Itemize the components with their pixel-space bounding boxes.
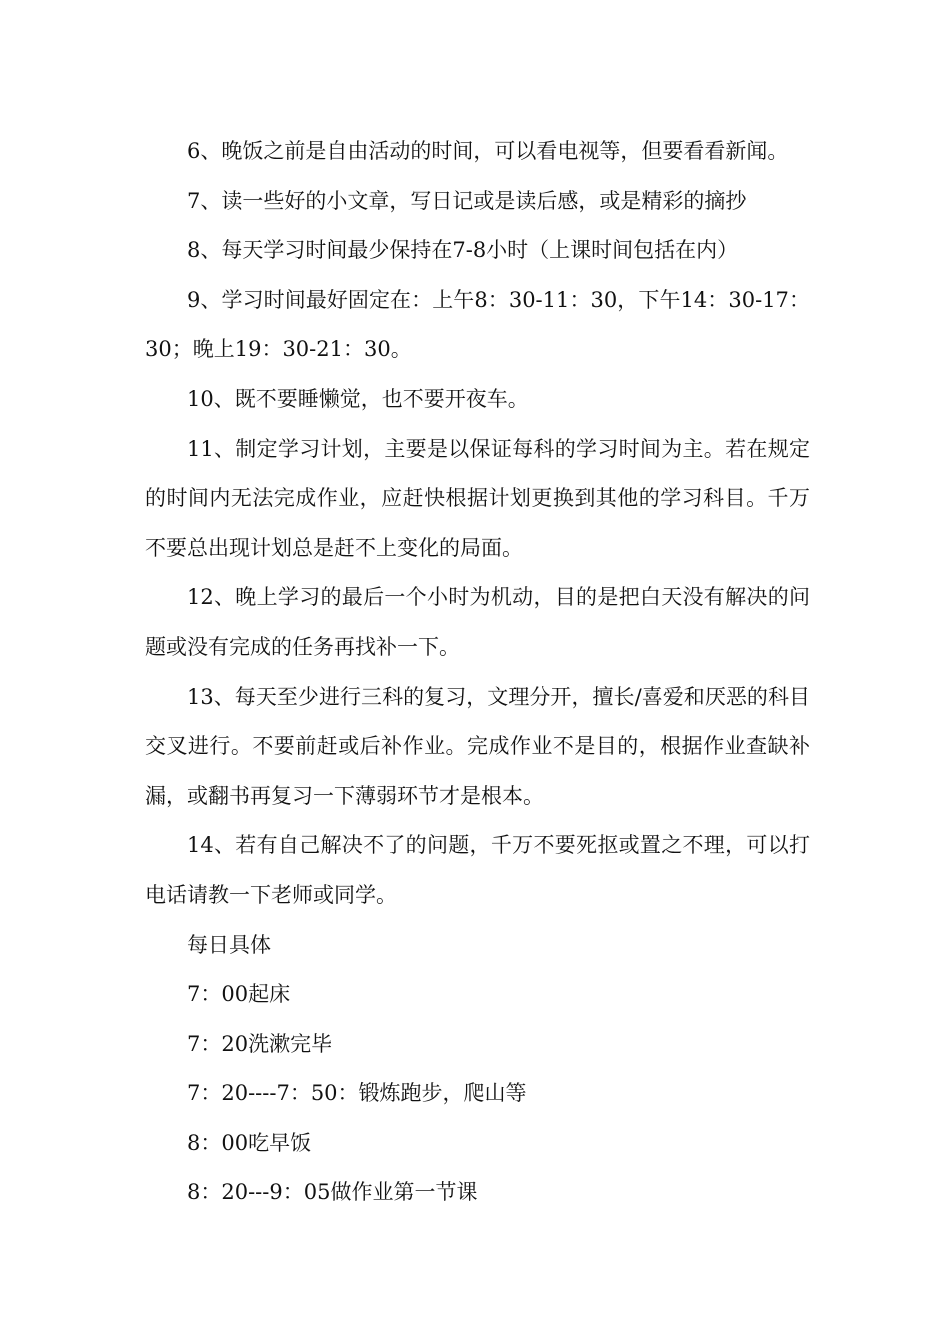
paragraph-item-11: 11、制定学习计划，主要是以保证每科的学习时间为主。若在规定的时间内无法完成作业，应赶快根据计划更换到其他的学习科目。千万不要总出现计划总是赶不上变化的局面。 (145, 436, 810, 560)
schedule-heading: 每日具体 (187, 932, 271, 957)
paragraph-item-13: 13、每天至少进行三科的复习，文理分开，擅长/喜爱和厌恶的科目交叉进行。不要前赶或后补作业。完成作业不是目的，根据作业查缺补漏，或翻书再复习一下薄弱环节才是根本。 (145, 684, 810, 808)
paragraph-item-6: 6、晚饭之前是自由活动的时间，可以看电视等，但要看看新闻。 (187, 139, 789, 163)
schedule-item-first-lesson: 8：20---9：05做作业第一节课 (187, 1180, 478, 1205)
paragraph-item-10: 10、既不要睡懒觉，也不要开夜车。 (187, 386, 529, 411)
paragraph-item-9: 9、学习时间最好固定在：上午8：30-11：30，下午14：30-17：30；晚上19：30-21：30。 (145, 287, 810, 362)
paragraph-item-8: 8、每天学习时间最少保持在7-8小时（上课时间包括在内） (187, 238, 739, 263)
schedule-item-wake-up: 7：00起床 (187, 982, 291, 1007)
paragraph-item-12: 12、晚上学习的最后一个小时为机动，目的是把白天没有解决的问题或没有完成的任务再找补一下。 (145, 585, 810, 659)
schedule-item-exercise: 7：20----7：50：锻炼跑步，爬山等 (187, 1081, 527, 1106)
schedule-item-wash: 7：20洗漱完毕 (187, 1031, 333, 1056)
schedule-item-breakfast: 8：00吃早饭 (187, 1130, 312, 1155)
paragraph-item-7: 7、读一些好的小文章，写日记或是读后感，或是精彩的摘抄 (187, 188, 747, 213)
paragraph-item-14: 14、若有自己解决不了的问题，千万不要死抠或置之不理，可以打电话请教一下老师或同学。 (145, 833, 810, 907)
document-body (145, 127, 810, 1218)
